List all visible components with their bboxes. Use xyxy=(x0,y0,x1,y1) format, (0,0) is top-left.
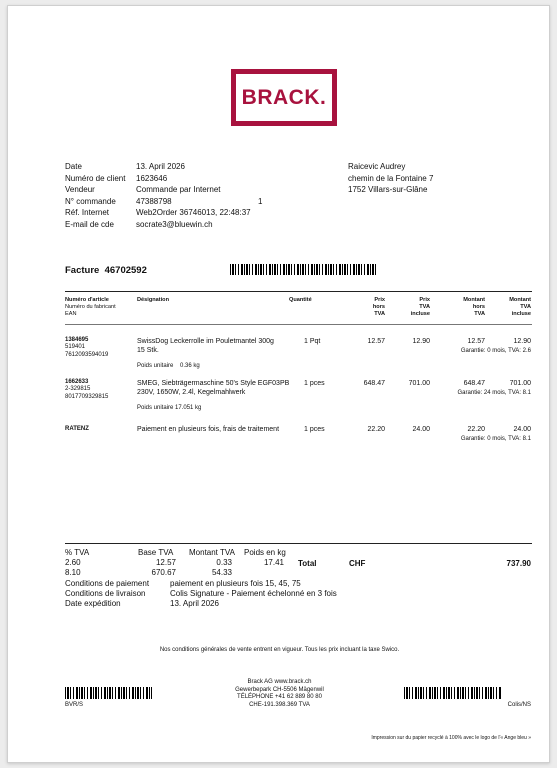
item-1-weight-label: Poids unitaire xyxy=(137,363,174,369)
customer-name: Raicevic Audrey xyxy=(348,162,406,171)
header-price-excl xyxy=(373,297,385,317)
customer-city: 1752 Villars-sur-Glâne xyxy=(348,185,428,194)
item-1-amount-incl: 12.90 xyxy=(513,338,531,345)
header-amount-incl-3: incluse xyxy=(511,310,531,317)
vat-header-base: Base TVA xyxy=(138,548,174,557)
payment-terms-label: Conditions de paiement xyxy=(65,579,150,588)
value-seller: Commande par Internet xyxy=(136,185,221,194)
vat-row1-amount: 0.33 xyxy=(216,558,232,567)
left-barcode-code: BVR/S xyxy=(65,702,84,708)
item-2-warranty: Garantie: 24 mois, TVA: 8.1 xyxy=(457,390,531,396)
header-amount-incl xyxy=(509,297,531,317)
header-price-incl-3: incluse xyxy=(410,310,430,317)
item-3-quantity: 1 pces xyxy=(304,426,325,433)
header-article-number: Numéro d'article xyxy=(65,297,109,303)
item-3-price-excl: 22.20 xyxy=(367,426,385,433)
vat-col-rate xyxy=(65,548,89,578)
delivery-terms-label: Conditions de livraison xyxy=(65,589,146,598)
vat-row1-rate: 2.60 xyxy=(65,558,81,567)
label-order-number: N° commande xyxy=(65,196,116,206)
customer-street: chemin de la Fontaine 7 xyxy=(348,173,434,183)
item-3-warranty: Garantie: 0 mois, TVA: 8.1 xyxy=(460,436,531,442)
vat-header-rate: % TVA xyxy=(65,548,90,557)
item-3-article-number: RATENZ xyxy=(65,426,89,432)
invoice-barcode xyxy=(230,264,376,275)
item-2-ean: 8017709329815 xyxy=(65,393,109,400)
item-2-amount-excl: 648.47 xyxy=(463,380,485,387)
right-barcode-code: Colis/NS xyxy=(507,702,531,708)
header-amount-excl xyxy=(463,297,485,317)
item-1-description xyxy=(137,337,274,355)
value-date: 13. April 2026 xyxy=(136,162,185,171)
header-designation: Désignation xyxy=(137,297,170,303)
item-3-price-incl: 24.00 xyxy=(412,426,430,433)
value-order-number: 47388798 xyxy=(136,196,172,206)
header-amount-excl-3: TVA xyxy=(474,310,485,317)
item-3-desc-line1: Paiement en plusieurs fois, frais de traitement xyxy=(137,426,280,433)
vat-row2-rate: 8.10 xyxy=(65,568,81,577)
invoice-number: 46702592 xyxy=(104,265,147,276)
vat-row2-base: 670.67 xyxy=(151,568,176,577)
right-barcode xyxy=(404,687,502,699)
label-order-email: E-mail de cde xyxy=(65,219,114,229)
item-2-description xyxy=(137,379,289,397)
item-2-weight xyxy=(137,405,201,412)
header-price-incl-2: TVA xyxy=(419,303,430,310)
vat-header-amount: Montant TVA xyxy=(189,548,235,557)
customer-address xyxy=(348,161,433,196)
delivery-terms-value: Colis Signature - Paiement échelonné en 3 fois xyxy=(170,589,337,598)
order-info-labels xyxy=(65,161,125,230)
vat-col-base xyxy=(152,558,176,578)
shipping-date-value: 13. April 2026 xyxy=(170,599,219,608)
item-2-article-number: 1662633 xyxy=(65,379,89,385)
item-1-article-number: 1384695 xyxy=(65,337,89,343)
item-2-weight-value: 17.051 kg xyxy=(175,405,202,411)
item-3-amount-incl: 24.00 xyxy=(513,426,531,433)
item-1-desc-line1: SwissDog Leckerrolle im Pouletmantel 300g xyxy=(137,338,274,345)
header-article xyxy=(65,297,116,317)
item-2-amount-incl: 701.00 xyxy=(509,380,531,387)
invoice-page xyxy=(7,5,550,763)
item-2-price-incl: 701.00 xyxy=(408,380,430,387)
left-barcode xyxy=(65,687,152,699)
header-price-excl-1: Prix xyxy=(374,297,385,303)
vat-col-amount xyxy=(212,558,232,578)
condition-values xyxy=(170,579,337,609)
item-2-manufacturer-number: 2-329815 xyxy=(65,386,91,393)
footer-vat-number: CHE-191.398.369 TVA xyxy=(249,701,310,708)
table-header-rule xyxy=(65,324,532,325)
label-date: Date xyxy=(65,162,82,171)
brack-logo xyxy=(231,69,337,126)
value-internet-ref: Web2Order 36746013, 22:48:37 xyxy=(136,208,251,217)
item-2-codes xyxy=(65,379,108,401)
vat-row2-amount: 54.33 xyxy=(211,568,232,577)
item-1-quantity: 1 Pqt xyxy=(304,338,321,345)
vat-row1-weight: 17.41 xyxy=(263,558,284,567)
footer-phone: TÉLÉPHONE +41 62 889 80 80 xyxy=(237,694,322,701)
invoice-title xyxy=(65,265,147,276)
item-2-price-excl: 648.47 xyxy=(363,380,385,387)
total-currency: CHF xyxy=(349,559,366,568)
label-seller: Vendeur xyxy=(65,185,95,194)
item-2-desc-line1: SMEG, Siebträgermaschine 50's Style EGF03PB xyxy=(137,380,290,387)
header-amount-incl-1: Montant xyxy=(509,297,531,303)
header-ean: EAN xyxy=(65,310,77,317)
total-amount: 737.90 xyxy=(506,559,531,568)
header-price-incl-1: Prix xyxy=(419,297,430,303)
item-1-warranty: Garantie: 0 mois, TVA: 2.6 xyxy=(460,348,531,354)
vat-header-weight: Poids en kg xyxy=(244,548,286,557)
header-price-excl-3: TVA xyxy=(374,310,385,317)
item-1-desc-line2: 15 Stk. xyxy=(137,347,159,354)
footer-company: Brack AG www.brack.ch xyxy=(247,679,312,685)
value-order-email: socrate3@bluewin.ch xyxy=(136,219,213,229)
label-customer-number: Numéro de client xyxy=(65,173,126,183)
header-amount-excl-1: Montant xyxy=(463,297,485,303)
item-2-weight-label: Poids unitaire xyxy=(137,405,174,411)
order-number-suffix: 1 xyxy=(258,196,263,206)
invoice-label: Facture xyxy=(65,265,100,276)
shipping-date-label: Date expédition xyxy=(65,599,121,608)
item-1-codes xyxy=(65,337,108,359)
logo-text: BRACK. xyxy=(241,85,327,109)
header-quantity: Quantité xyxy=(289,297,312,303)
item-1-price-excl: 12.57 xyxy=(367,338,385,345)
item-1-manufacturer-number: 519401 xyxy=(65,344,86,351)
order-info-values xyxy=(136,161,251,230)
totals-top-rule xyxy=(65,543,532,544)
item-1-amount-excl: 12.57 xyxy=(467,338,485,345)
item-3-amount-excl: 22.20 xyxy=(467,426,485,433)
item-1-weight xyxy=(137,363,200,370)
value-customer-number: 1623646 xyxy=(136,173,168,183)
header-manufacturer-number: Numéro du fabricant xyxy=(65,303,116,310)
item-2-desc-line2: 230V, 1650W, 2.4l, Kegelmahlwerk xyxy=(137,389,246,396)
recycled-paper-note: Impression sur du papier recyclé à 100% avec le logo de l'« Ange bleu » xyxy=(371,735,531,741)
condition-labels xyxy=(65,579,149,609)
header-amount-excl-2: hors xyxy=(472,303,485,310)
footer-address: Gewerbepark CH-5506 Mägenwil xyxy=(235,686,324,693)
vat-row1-base: 12.57 xyxy=(155,558,176,567)
payment-terms-value: paiement en plusieurs fois 15, 45, 75 xyxy=(170,579,301,588)
label-internet-ref: Réf. Internet xyxy=(65,208,110,217)
header-price-incl xyxy=(411,297,430,317)
item-2-quantity: 1 pces xyxy=(304,380,325,387)
header-price-excl-2: hors xyxy=(372,303,385,310)
item-1-weight-value: 0.36 kg xyxy=(180,363,200,369)
terms-notice: Nos conditions générales de vente entrent en vigueur. Tous les prix incluant la taxe Swico. xyxy=(159,647,400,653)
item-1-price-incl: 12.90 xyxy=(412,338,430,345)
total-label: Total xyxy=(298,559,317,568)
header-amount-incl-2: TVA xyxy=(520,303,531,310)
item-1-ean: 7612093594019 xyxy=(65,351,109,358)
table-top-rule xyxy=(65,291,532,292)
